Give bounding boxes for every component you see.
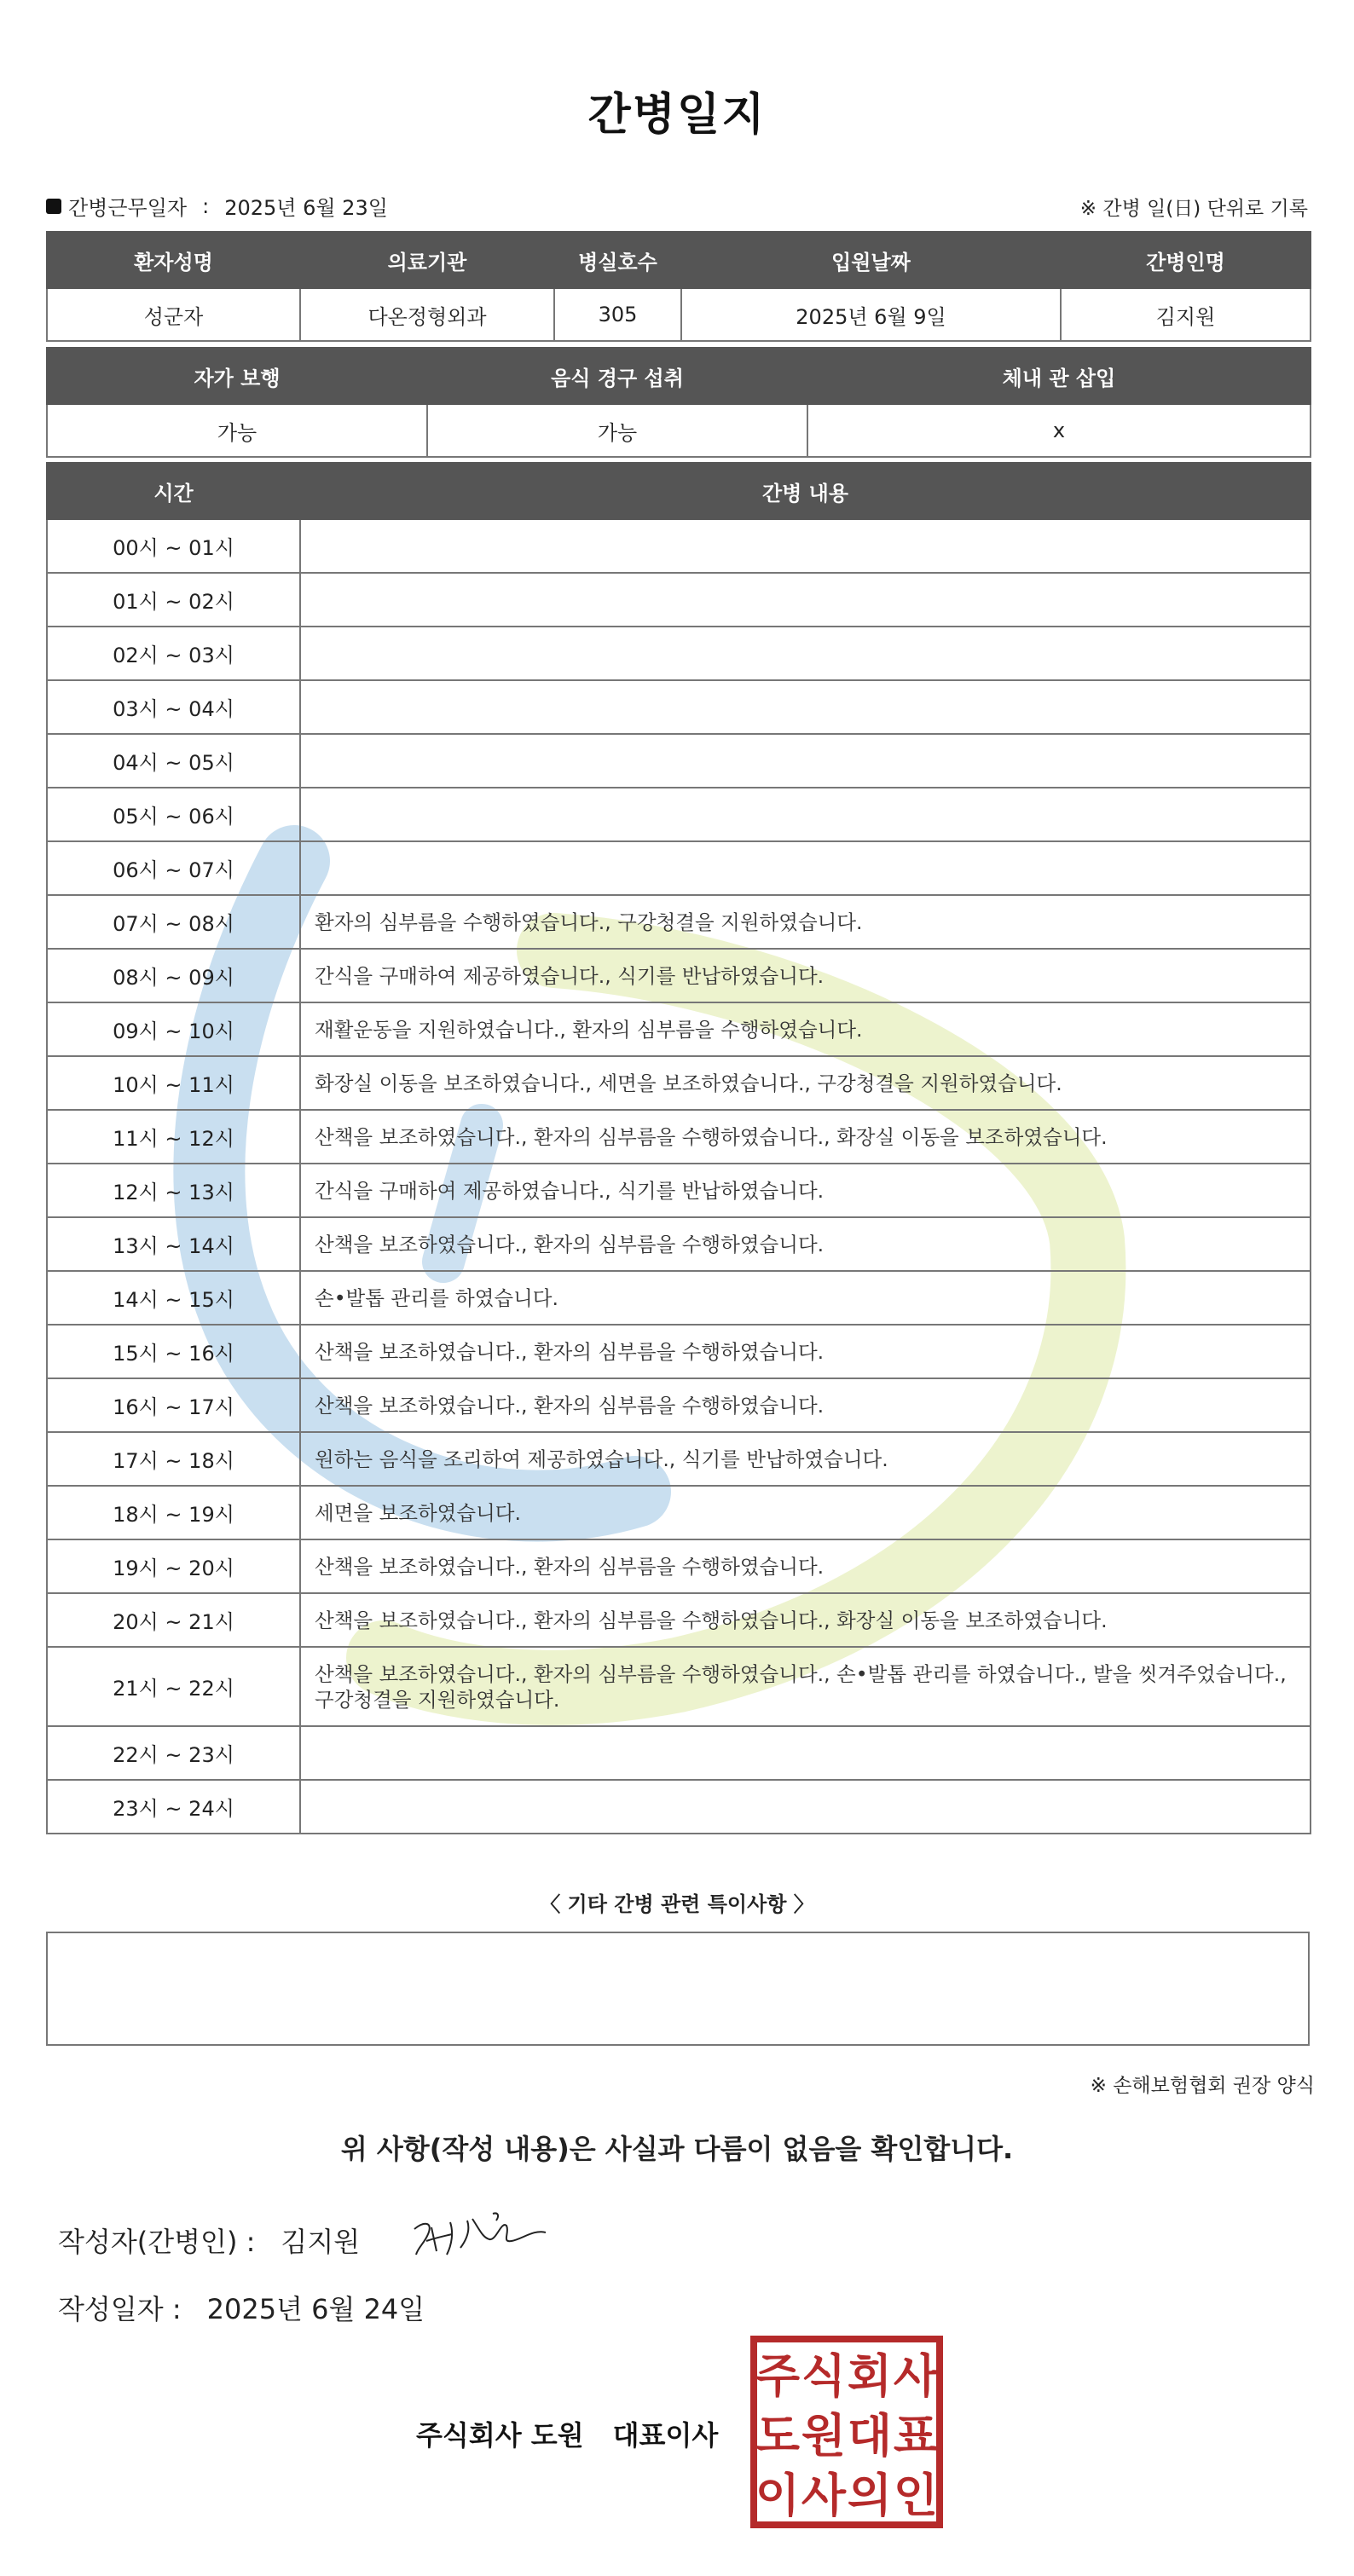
patient-status-table [46, 347, 1311, 458]
time-slot: 02시 ~ 03시 [47, 627, 300, 680]
header-tube-insertion: 체내 관 삽입 [807, 348, 1311, 404]
care-note: 산책을 보조하였습니다., 환자의 심부름을 수행하였습니다. [300, 1378, 1311, 1432]
room-number: 305 [554, 288, 681, 341]
admission-date: 2025년 6월 9일 [681, 288, 1061, 341]
care-note: 손•발톱 관리를 하였습니다. [300, 1271, 1311, 1325]
seal-glyph: 대 [847, 2409, 893, 2463]
care-note [300, 788, 1311, 841]
caregiver-name: 김지원 [1061, 288, 1311, 341]
care-note [300, 841, 1311, 895]
table-row [47, 1325, 1311, 1378]
seal-glyph: 도 [755, 2409, 801, 2463]
time-slot: 21시 ~ 22시 [47, 1647, 300, 1726]
table-row [47, 680, 1311, 734]
table-row [47, 1647, 1311, 1726]
time-slot: 19시 ~ 20시 [47, 1539, 300, 1593]
header-self-walking: 자가 보행 [47, 348, 427, 404]
care-log-table [46, 462, 1311, 1834]
meta-row [46, 188, 1308, 222]
time-slot: 22시 ~ 23시 [47, 1726, 300, 1780]
care-note: 산책을 보조하였습니다., 환자의 심부름을 수행하였습니다. [300, 1539, 1311, 1593]
time-slot: 17시 ~ 18시 [47, 1432, 300, 1486]
care-note: 산책을 보조하였습니다., 환자의 심부름을 수행하였습니다., 화장실 이동을 보조하였습니다. [300, 1110, 1311, 1164]
time-slot: 20시 ~ 21시 [47, 1593, 300, 1647]
table-row [47, 1726, 1311, 1780]
time-slot: 10시 ~ 11시 [47, 1056, 300, 1110]
care-note: 화장실 이동을 보조하였습니다., 세면을 보조하였습니다., 구강청결을 지원하였습니다. [300, 1056, 1311, 1110]
table-row [47, 627, 1311, 680]
time-slot: 03시 ~ 04시 [47, 680, 300, 734]
time-slot: 14시 ~ 15시 [47, 1271, 300, 1325]
table-row [47, 788, 1311, 841]
table-row [47, 1378, 1311, 1432]
patient-name: 성군자 [47, 288, 300, 341]
table-row [47, 1780, 1311, 1834]
care-note [300, 573, 1311, 627]
time-slot: 09시 ~ 10시 [47, 1002, 300, 1056]
square-bullet-icon [46, 199, 61, 214]
table-row [47, 734, 1311, 788]
care-note: 산책을 보조하였습니다., 환자의 심부름을 수행하였습니다., 화장실 이동을 보조하였습니다. [300, 1593, 1311, 1647]
time-slot: 15시 ~ 16시 [47, 1325, 300, 1378]
time-slot: 12시 ~ 13시 [47, 1164, 300, 1217]
care-note: 세면을 보조하였습니다. [300, 1486, 1311, 1539]
table-row [47, 519, 1311, 573]
table-row [47, 573, 1311, 627]
header-caregiver: 간병인명 [1061, 232, 1311, 288]
table-row [47, 1217, 1311, 1271]
tube-insertion: x [807, 404, 1311, 457]
writer-name: 김지원 [281, 2226, 361, 2258]
care-note [300, 734, 1311, 788]
self-walking: 가능 [47, 404, 427, 457]
care-note: 산책을 보조하였습니다., 환자의 심부름을 수행하였습니다. [300, 1325, 1311, 1378]
time-slot: 05시 ~ 06시 [47, 788, 300, 841]
care-note: 산책을 보조하였습니다., 환자의 심부름을 수행하였습니다., 손•발톱 관리를 하였습니다., 발을 씻겨주었습니다., 구강청결을 지원하였습니다. [300, 1647, 1311, 1726]
seal-glyph: 사 [893, 2349, 939, 2403]
seal-glyph: 원 [801, 2409, 847, 2463]
writer-label: 작성자(간병인) : [58, 2226, 256, 2258]
header-hospital: 의료기관 [300, 232, 554, 288]
time-slot: 16시 ~ 17시 [47, 1378, 300, 1432]
record-unit-note: ※ 간병 일(日) 단위로 기록 [1079, 198, 1308, 220]
header-patient-name: 환자성명 [47, 232, 300, 288]
header-oral-intake: 음식 경구 섭취 [427, 348, 807, 404]
table-row [47, 1271, 1311, 1325]
company-title: 대표이사 [612, 2419, 719, 2452]
care-note: 원하는 음식을 조리하여 제공하였습니다., 식기를 반납하였습니다. [300, 1432, 1311, 1486]
handwritten-signature [408, 2203, 553, 2263]
work-date-separator: : [202, 193, 210, 218]
seal-glyph: 주 [755, 2349, 801, 2403]
seal-glyph: 사 [801, 2469, 847, 2522]
company-name: 주식회사 도원 [416, 2419, 584, 2452]
time-slot: 01시 ~ 02시 [47, 573, 300, 627]
seal-glyph: 회 [847, 2349, 893, 2403]
time-slot: 00시 ~ 01시 [47, 519, 300, 573]
oral-intake: 가능 [427, 404, 807, 457]
table-row [47, 1002, 1311, 1056]
table-row [47, 1593, 1311, 1647]
table-row [47, 1539, 1311, 1593]
hospital: 다온정형외과 [300, 288, 554, 341]
table-row [47, 1432, 1311, 1486]
table-row [47, 949, 1311, 1002]
seal-glyph: 이 [755, 2469, 801, 2522]
remarks-box [46, 1932, 1310, 2046]
patient-info-table [46, 231, 1311, 342]
care-note: 재활운동을 지원하였습니다., 환자의 심부름을 수행하였습니다. [300, 1002, 1311, 1056]
written-date-label: 작성일자 : [58, 2293, 182, 2325]
table-row [47, 1110, 1311, 1164]
table-row [47, 1056, 1311, 1110]
seal-glyph: 표 [893, 2409, 939, 2463]
table-row [47, 895, 1311, 949]
confirmation-statement: 위 사항(작성 내용)은 사실과 다름이 없음을 확인합니다. [340, 2133, 1014, 2165]
document-title: 간병일지 [587, 90, 767, 141]
time-slot: 04시 ~ 05시 [47, 734, 300, 788]
company-seal [750, 2336, 943, 2528]
time-slot: 07시 ~ 08시 [47, 895, 300, 949]
care-note: 간식을 구매하여 제공하였습니다., 식기를 반납하였습니다. [300, 1164, 1311, 1217]
table-row [47, 1486, 1311, 1539]
header-admission-date: 입원날짜 [681, 232, 1061, 288]
table-row [47, 1164, 1311, 1217]
table-row [47, 841, 1311, 895]
care-note [300, 680, 1311, 734]
seal-glyph: 식 [801, 2349, 847, 2403]
care-note: 환자의 심부름을 수행하였습니다., 구강청결을 지원하였습니다. [300, 895, 1311, 949]
header-care-content: 간병 내용 [300, 463, 1311, 519]
care-note [300, 519, 1311, 573]
time-slot: 18시 ~ 19시 [47, 1486, 300, 1539]
care-note [300, 1780, 1311, 1834]
header-room: 병실호수 [554, 232, 681, 288]
work-date-label: 간병근무일자 [68, 196, 188, 220]
writer-line [58, 2221, 360, 2260]
work-date-value: 2025년 6월 23일 [224, 196, 388, 220]
care-note [300, 1726, 1311, 1780]
seal-glyph: 인 [893, 2469, 939, 2522]
time-slot: 06시 ~ 07시 [47, 841, 300, 895]
time-slot: 11시 ~ 12시 [47, 1110, 300, 1164]
header-time: 시간 [47, 463, 300, 519]
time-slot: 23시 ~ 24시 [47, 1780, 300, 1834]
written-date-value: 2025년 6월 24일 [206, 2293, 425, 2325]
care-note: 간식을 구매하여 제공하였습니다., 식기를 반납하였습니다. [300, 949, 1311, 1002]
written-date-line [58, 2288, 425, 2327]
remarks-label: 〈 기타 간병 관련 특이사항 〉 [540, 1892, 814, 1916]
company-line [416, 2414, 718, 2453]
work-date [46, 191, 388, 221]
seal-glyph: 의 [847, 2469, 893, 2522]
form-source-note: ※ 손해보험협회 권장 양식 [1090, 2075, 1315, 2097]
time-slot: 08시 ~ 09시 [47, 949, 300, 1002]
care-note [300, 627, 1311, 680]
care-note: 산책을 보조하였습니다., 환자의 심부름을 수행하였습니다. [300, 1217, 1311, 1271]
time-slot: 13시 ~ 14시 [47, 1217, 300, 1271]
